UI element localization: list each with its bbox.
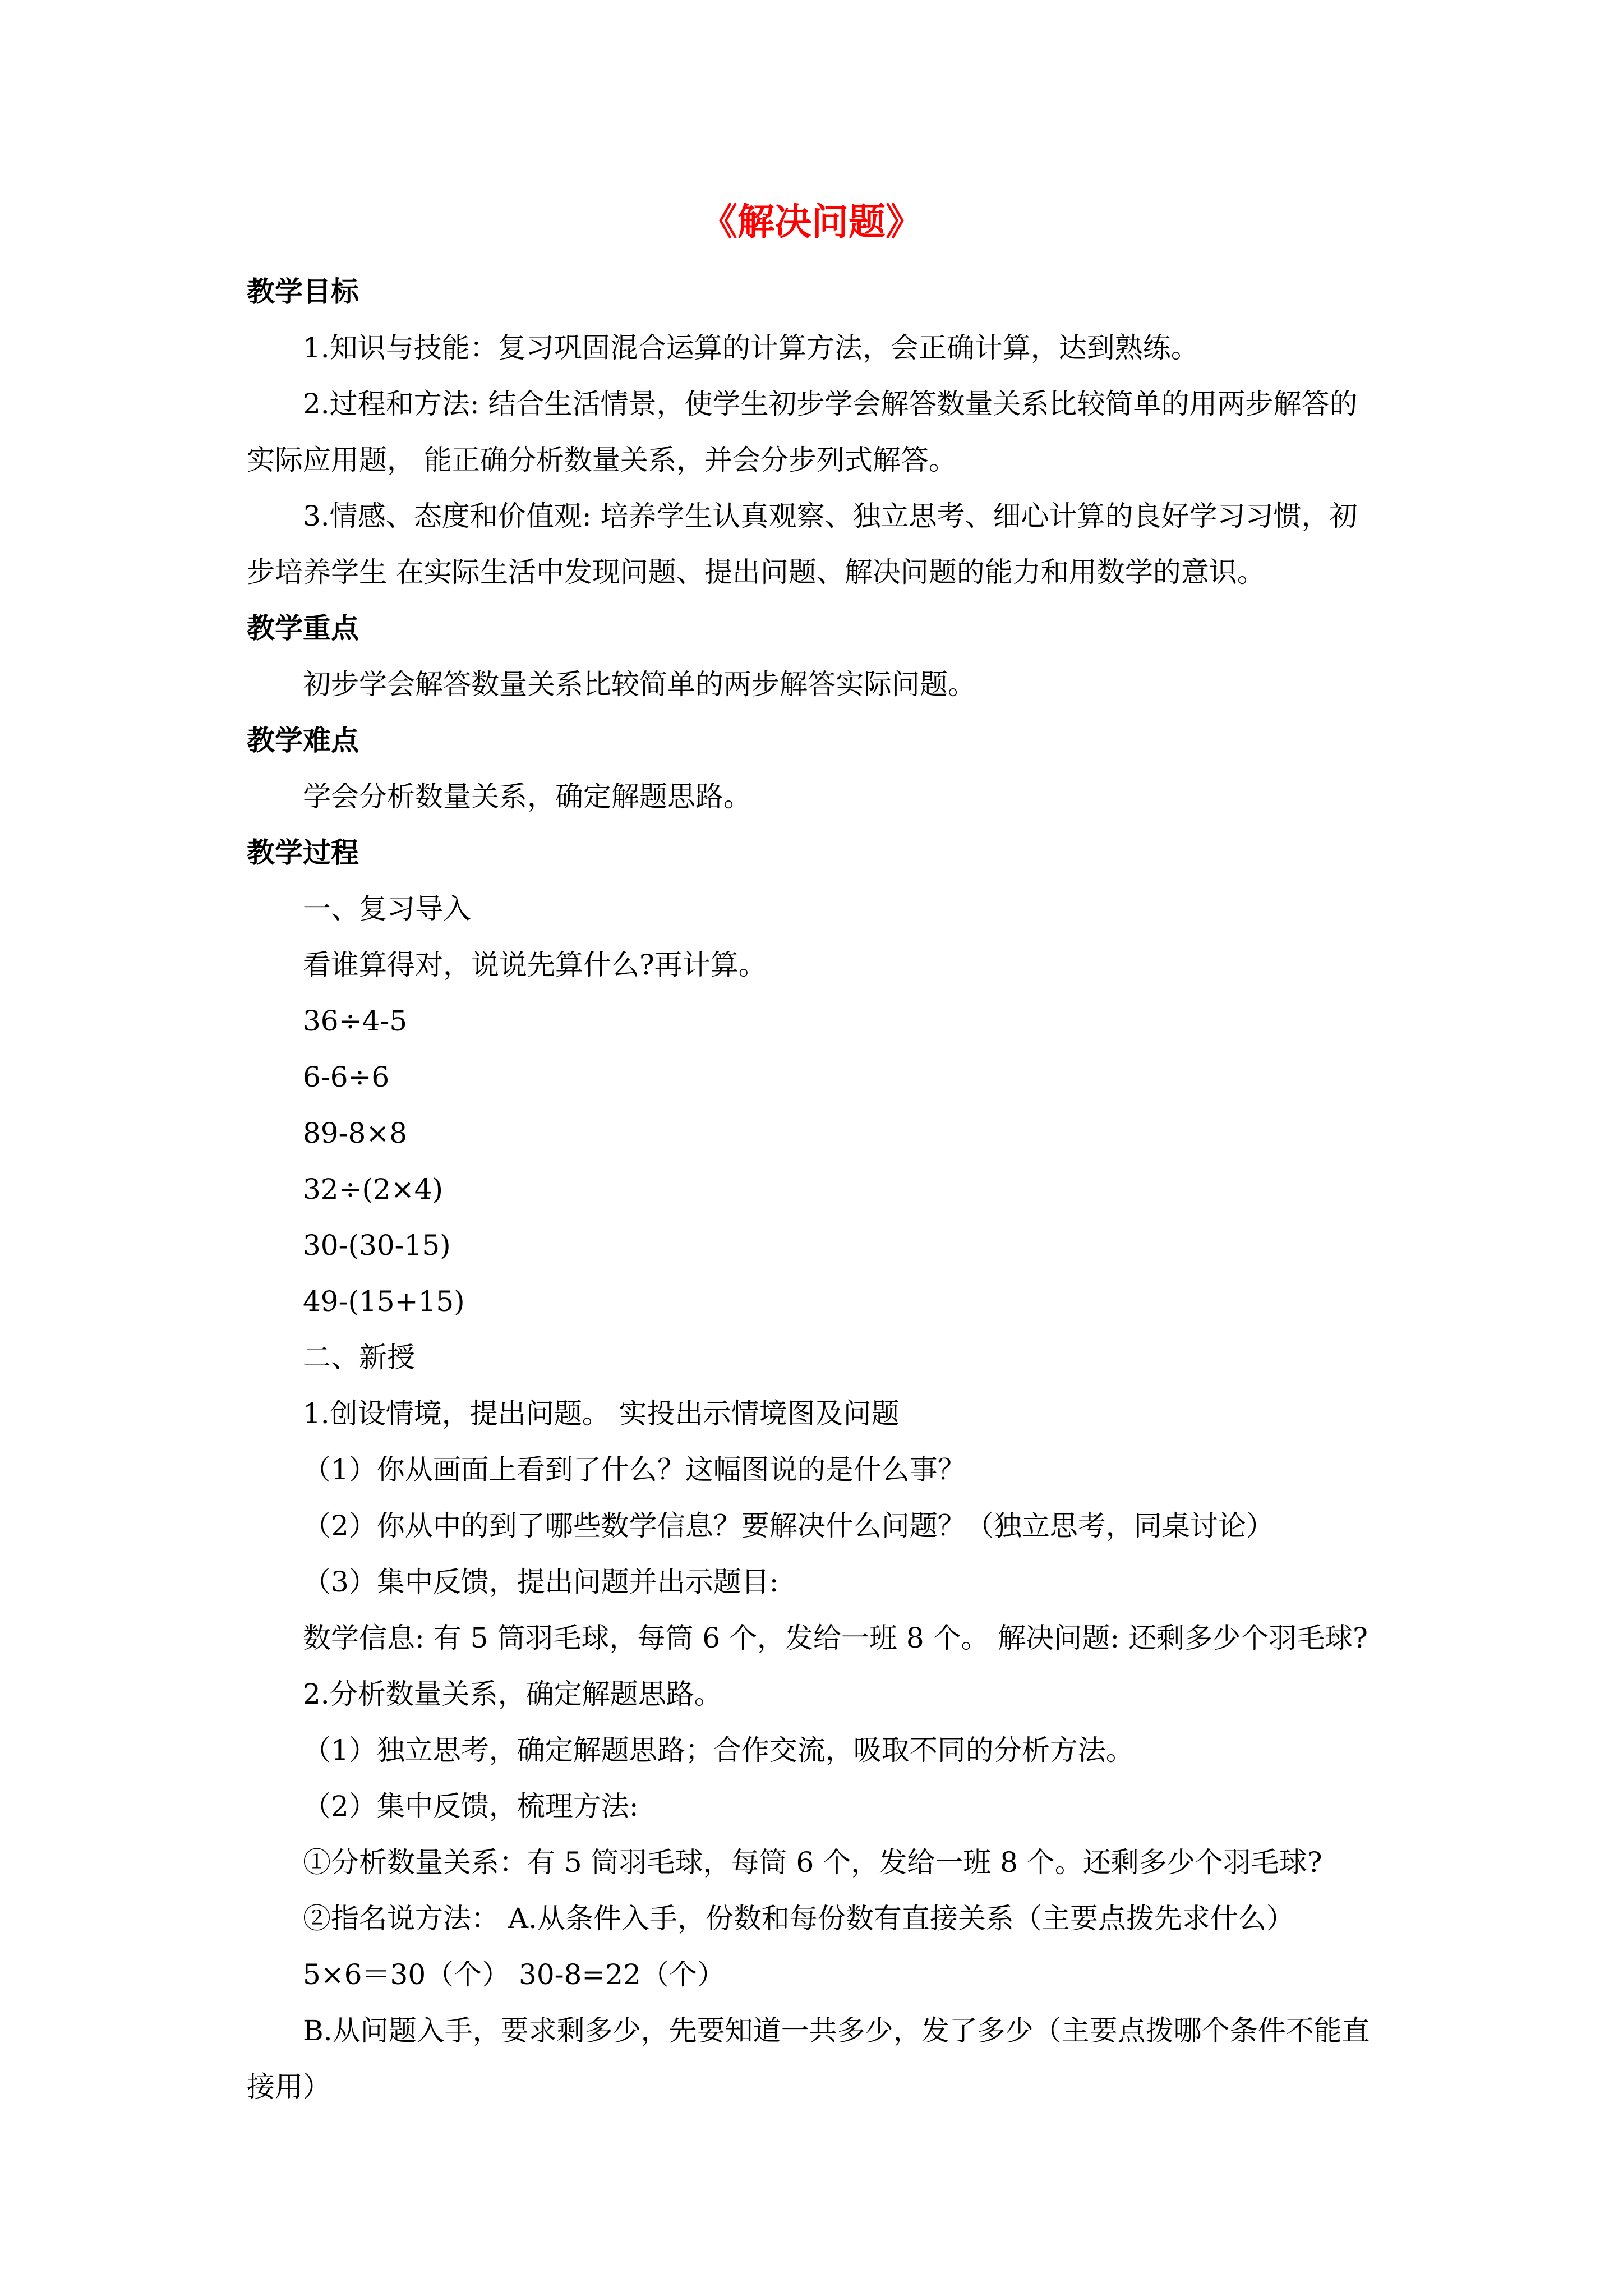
objective-item-3-line-1: 3.情感、态度和价值观: 培养学生认真观察、独立思考、细心计算的良好学习习惯，初 xyxy=(303,500,1358,532)
part1-title: 一、复习导入 xyxy=(303,892,471,925)
key-points-heading: 教学重点 xyxy=(247,611,359,645)
objective-item-3-line-2: 步培养学生 在实际生活中发现问题、提出问题、解决问题的能力和用数学的意识。 xyxy=(247,556,1265,588)
document-title: 《解决问题》 xyxy=(700,200,923,243)
difficulties-text: 学会分析数量关系，确定解题思路。 xyxy=(303,780,751,813)
step2-question-1: （1）独立思考，确定解题思路；合作交流，吸取不同的分析方法。 xyxy=(303,1734,1134,1766)
expression-4: 32÷(2×4) xyxy=(303,1173,444,1205)
math-info: 数学信息: 有 5 筒羽毛球，每筒 6 个，发给一班 8 个。 解决问题: 还剩多少个羽毛球? xyxy=(303,1622,1368,1654)
part1-intro: 看谁算得对，说说先算什么?再计算。 xyxy=(303,949,767,981)
objective-item-1: 1.知识与技能：复习巩固混合运算的计算方法，会正确计算，达到熟练。 xyxy=(303,332,1199,364)
part2-title: 二、新授 xyxy=(303,1341,415,1374)
analysis-item-1: ①分析数量关系：有 5 筒羽毛球，每筒 6 个，发给一班 8 个。还剩多少个羽毛球? xyxy=(303,1846,1322,1879)
expression-6: 49-(15+15) xyxy=(303,1285,465,1318)
objective-item-2-line-2: 实际应用题， 能正确分析数量关系，并会分步列式解答。 xyxy=(247,444,957,476)
objectives-heading: 教学目标 xyxy=(247,275,359,308)
expression-1: 36÷4-5 xyxy=(303,1005,408,1037)
step1-question-2: （2）你从中的到了哪些数学信息？要解决什么问题？（独立思考，同桌讨论） xyxy=(303,1510,1274,1542)
expression-5: 30-(30-15) xyxy=(303,1229,451,1262)
step1-question-3: （3）集中反馈，提出问题并出示题目: xyxy=(303,1566,779,1598)
method-b-line-1: B.从问题入手，要求剩多少，先要知道一共多少，发了多少（主要点拨哪个条件不能直 xyxy=(303,2014,1370,2047)
method-b-line-2: 接用） xyxy=(247,2070,331,2103)
step1-question-1: （1）你从画面上看到了什么？这幅图说的是什么事？ xyxy=(303,1453,966,1486)
key-points-text: 初步学会解答数量关系比较简单的两步解答实际问题。 xyxy=(303,668,976,701)
analysis-item-2: ②指名说方法： A.从条件入手，份数和每份数有直接关系（主要点拨先求什么） xyxy=(303,1902,1294,1935)
step1: 1.创设情境，提出问题。 实投出示情境图及问题 xyxy=(303,1397,900,1430)
step2: 2.分析数量关系，确定解题思路。 xyxy=(303,1678,722,1710)
expression-2: 6-6÷6 xyxy=(303,1061,390,1093)
expression-3: 89-8×8 xyxy=(303,1117,408,1149)
calculation: 5×6＝30（个） 30-8=22（个） xyxy=(303,1958,725,1991)
process-heading: 教学过程 xyxy=(247,836,359,869)
step2-question-2: （2）集中反馈，梳理方法: xyxy=(303,1790,639,1823)
difficulties-heading: 教学难点 xyxy=(247,724,359,757)
objective-item-2-line-1: 2.过程和方法: 结合生活情景，使学生初步学会解答数量关系比较简单的用两步解答的 xyxy=(303,388,1358,420)
